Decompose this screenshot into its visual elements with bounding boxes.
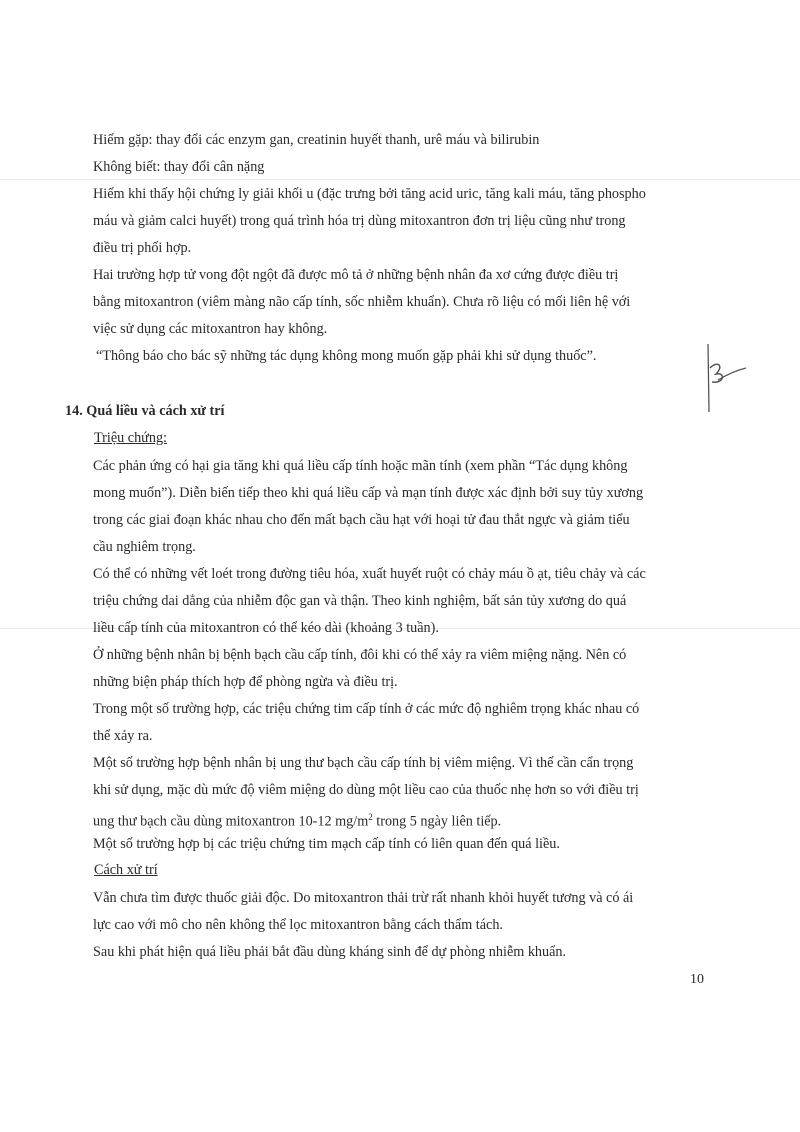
text-line: thể xảy ra. [93,728,153,744]
text-line: Ở những bệnh nhân bị bệnh bạch cầu cấp tính, đôi khi có thể xảy ra viêm miệng nặng. Nên có [93,647,627,663]
text-line: việc sử dụng các mitoxantron hay không. [93,321,328,337]
subheading-treatment: Cách xử trí [94,862,158,878]
page-number: 10 [690,972,704,987]
text-line: những biện pháp thích hợp để phòng ngừa và điều trị. [93,674,398,690]
handwritten-initials [700,342,750,414]
scan-line [0,179,800,180]
text-line: lực cao với mô cho nên không thể lọc mitoxantron bằng cách thẩm tách. [93,917,503,933]
text-line: điều trị phối hợp. [93,240,192,256]
text-line: Một số trường hợp bị các triệu chứng tim mạch cấp tính có liên quan đến quá liều. [93,836,560,852]
text-line: Một số trường hợp bệnh nhân bị ung thư bạch cầu cấp tính bị viêm miệng. Vì thế cần cẩn trọng [93,755,634,771]
text-line: Trong một số trường hợp, các triệu chứng tim cấp tính ở các mức độ nghiêm trọng khác nhau có [93,701,640,717]
text-line: máu và giảm calci huyết) trong quá trình hóa trị dùng mitoxantron đơn trị liệu cũng như trong [93,213,626,229]
text-line: khi sử dụng, mặc dù mức độ viêm miệng do dùng một liều cao của thuốc nhẹ hơn so với điều trị [93,782,639,798]
text-line: Hiếm gặp: thay đổi các enzym gan, creatinin huyết thanh, urê máu và bilirubin [93,132,540,148]
dose-superscript: 2 [368,812,373,822]
dose-tail: trong 5 ngày liên tiếp. [372,813,502,830]
text-line: “Thông báo cho bác sỹ những tác dụng không mong muốn gặp phải khi sử dụng thuốc”. [96,348,597,364]
text-line: Có thể có những vết loét trong đường tiêu hóa, xuất huyết ruột có chảy máu ồ ạt, tiêu chảy và các [93,566,646,582]
text-line: cầu nghiêm trọng. [93,539,196,555]
text-line: liều cấp tính của mitoxantron có thể kéo dài (khoảng 3 tuần). [93,620,439,636]
text-line: mong muốn”). Diễn biến tiếp theo khi quá liều cấp và mạn tính được xác định bởi suy tủy xương [93,485,644,501]
text-line: Các phản ứng có hại gia tăng khi quá liều cấp tính hoặc mãn tính (xem phần “Tác dụng không [93,458,628,474]
text-line: Hiếm khi thấy hội chứng ly giải khối u (đặc trưng bởi tăng acid uric, tăng kali máu, tăng phospho [93,186,646,202]
text-line-dose [93,808,501,831]
dose-text: ung thư bạch cầu dùng mitoxantron 10-12 mg/m [93,813,369,830]
section-heading: 14. Quá liều và cách xử trí [65,403,225,419]
text-line: triệu chứng dai dẳng của nhiễm độc gan và thận. Theo kinh nghiệm, bất sản tủy xương do quá [93,593,627,609]
text-line: Hai trường hợp tử vong đột ngột đã được mô tả ở những bệnh nhân đa xơ cứng được điều trị [93,267,619,283]
text-line: Sau khi phát hiện quá liều phải bắt đầu dùng kháng sinh để dự phòng nhiễm khuẩn. [93,944,567,960]
text-line: Vẫn chưa tìm được thuốc giải độc. Do mitoxantron thải trừ rất nhanh khỏi huyết tương và có ái [93,890,634,906]
subheading-symptoms: Triệu chứng: [94,430,167,446]
text-line: Không biết: thay đổi cân nặng [93,159,265,175]
text-line: bằng mitoxantron (viêm màng não cấp tính, sốc nhiễm khuẩn). Chưa rõ liệu có mối liên hệ với [93,294,631,310]
text-line: trong các giai đoạn khác nhau cho đến mất bạch cầu hạt với hoại tử đau thắt ngực và giảm tiểu [93,512,630,528]
